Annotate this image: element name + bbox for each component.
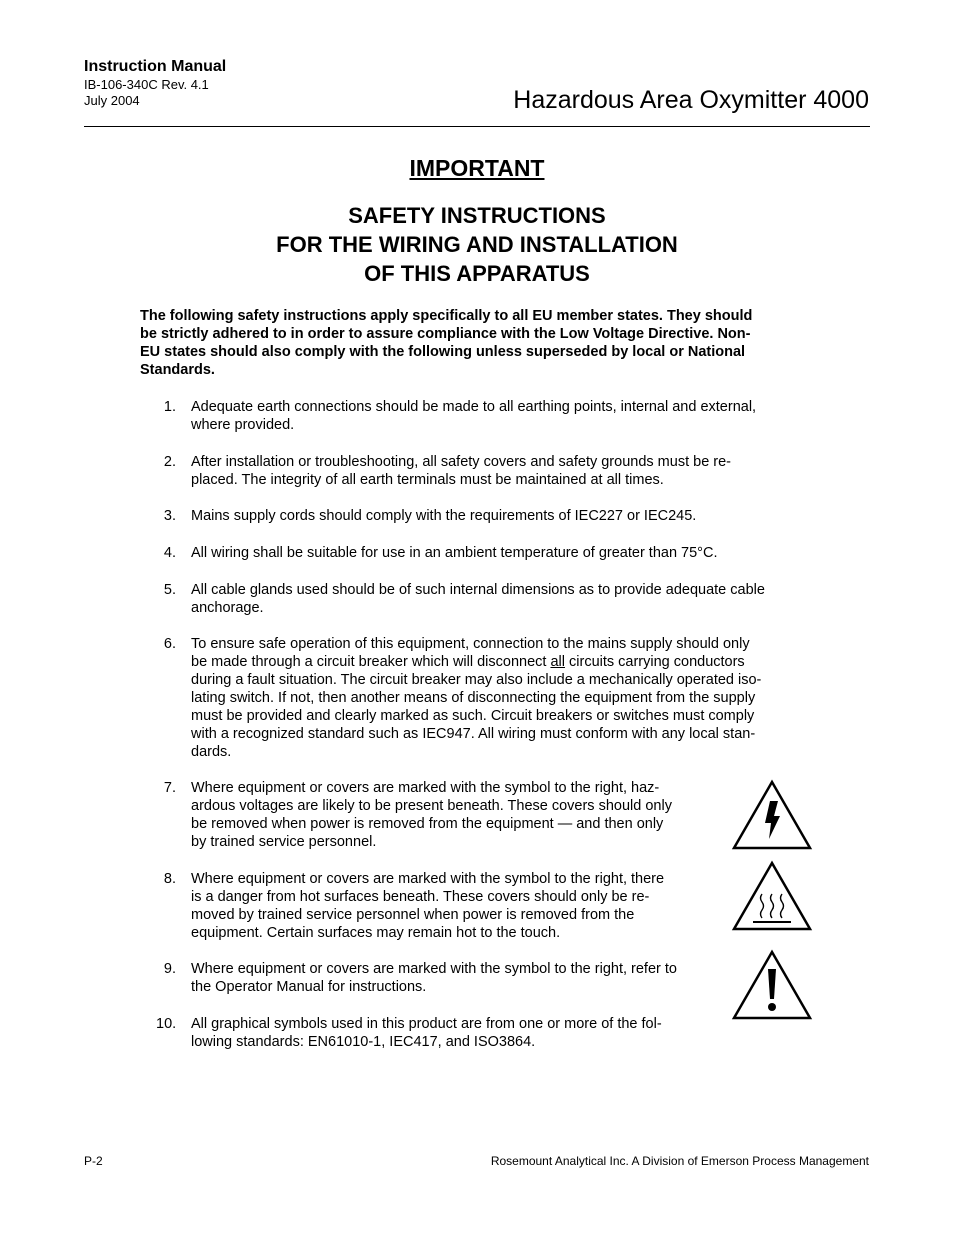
item-line: ardous voltages are likely to be present beneath. These covers should only bbox=[191, 798, 672, 814]
doc-number: IB-106-340C Rev. 4.1 bbox=[84, 77, 209, 92]
high-voltage-warning-icon bbox=[731, 779, 813, 851]
item-line: placed. The integrity of all earth terminals must be maintained at all times. bbox=[191, 472, 664, 488]
manual-title: Instruction Manual bbox=[84, 58, 227, 75]
underlined-word: all bbox=[550, 654, 565, 670]
item-text-segment: be made through a circuit breaker which will disconnect bbox=[191, 654, 551, 670]
item-line: To ensure safe operation of this equipment, connection to the mains supply should only bbox=[191, 636, 750, 652]
item-line: lating switch. If not, then another means of disconnecting the equipment from the supply bbox=[191, 690, 756, 706]
safety-heading-line: FOR THE WIRING AND INSTALLATION bbox=[276, 232, 678, 257]
item-number: 6. bbox=[163, 636, 176, 652]
item-line: Where equipment or covers are marked with the symbol to the right, refer to bbox=[191, 961, 677, 977]
item-number: 5. bbox=[163, 582, 176, 598]
intro-line: EU states should also comply with the following unless superseded by local or National bbox=[140, 344, 746, 360]
item-line: All cable glands used should be of such internal dimensions as to provide adequate cable bbox=[191, 582, 765, 598]
item-text bbox=[191, 544, 717, 562]
header-rule bbox=[84, 126, 870, 127]
intro-line: Standards. bbox=[140, 362, 215, 378]
intro-line: The following safety instructions apply specifically to all EU member states. They should bbox=[140, 308, 753, 324]
safety-heading-line: OF THIS APPARATUS bbox=[364, 261, 590, 286]
item-line: All graphical symbols used in this product are from one or more of the fol- bbox=[191, 1016, 662, 1032]
item-line: anchorage. bbox=[191, 600, 264, 616]
item-text bbox=[191, 398, 756, 434]
item-text bbox=[191, 870, 664, 942]
item-line: After installation or troubleshooting, all safety covers and safety grounds must be re- bbox=[191, 454, 732, 470]
item-line: Where equipment or covers are marked with the symbol to the right, haz- bbox=[191, 780, 660, 796]
hot-surface-warning-icon bbox=[731, 860, 813, 932]
item-line bbox=[191, 653, 761, 671]
intro-line: be strictly adhered to in order to assure compliance with the Low Voltage Directive. Non- bbox=[140, 326, 751, 342]
item-text bbox=[191, 960, 677, 996]
safety-heading-line: SAFETY INSTRUCTIONS bbox=[348, 203, 606, 228]
item-line: be removed when power is removed from the equipment — and then only bbox=[191, 816, 664, 832]
item-line: moved by trained service personnel when power is removed from the bbox=[191, 907, 635, 923]
safety-heading bbox=[0, 201, 954, 288]
item-line: by trained service personnel. bbox=[191, 834, 377, 850]
footer-company: Rosemount Analytical Inc. A Division of Emerson Process Management bbox=[490, 1154, 869, 1168]
item-line: lowing standards: EN61010-1, IEC417, and ISO3864. bbox=[191, 1034, 536, 1050]
item-text bbox=[191, 779, 672, 851]
item-line: Where equipment or covers are marked with the symbol to the right, there bbox=[191, 871, 665, 887]
item-number: 1. bbox=[163, 399, 176, 415]
product-title: Hazardous Area Oxymitter 4000 bbox=[513, 86, 869, 114]
doc-date: July 2004 bbox=[84, 93, 140, 108]
item-text bbox=[191, 1015, 662, 1051]
item-text bbox=[191, 453, 731, 489]
item-number: 2. bbox=[163, 454, 176, 470]
item-line: during a fault situation. The circuit breaker may also include a mechanically operated iso- bbox=[191, 672, 762, 688]
item-number: 8. bbox=[163, 871, 176, 887]
item-line: with a recognized standard such as IEC947. All wiring must conform with any local stan- bbox=[191, 726, 756, 742]
item-number: 3. bbox=[163, 508, 176, 524]
item-text bbox=[191, 635, 761, 761]
intro-paragraph bbox=[140, 307, 820, 379]
item-text-segment: circuits carrying conductors bbox=[564, 654, 745, 670]
item-number: 4. bbox=[163, 545, 176, 561]
item-number: 9. bbox=[163, 961, 176, 977]
important-heading: IMPORTANT bbox=[409, 155, 545, 181]
item-text bbox=[191, 507, 696, 525]
page-number: P-2 bbox=[84, 1154, 103, 1168]
item-text bbox=[191, 581, 765, 617]
item-line: All wiring shall be suitable for use in an ambient temperature of greater than 75°C. bbox=[191, 545, 718, 561]
item-line: where provided. bbox=[191, 417, 295, 433]
item-line: Adequate earth connections should be made to all earthing points, internal and external, bbox=[191, 399, 757, 415]
item-number: 7. bbox=[163, 780, 176, 796]
item-line: equipment. Certain surfaces may remain hot to the touch. bbox=[191, 925, 561, 941]
item-number: 10. bbox=[156, 1016, 177, 1032]
item-line: the Operator Manual for instructions. bbox=[191, 979, 427, 995]
caution-exclamation-icon bbox=[731, 949, 813, 1021]
item-line: dards. bbox=[191, 744, 232, 760]
item-line: must be provided and clearly marked as such. Circuit breakers or switches must comply bbox=[191, 708, 755, 724]
item-line: is a danger from hot surfaces beneath. These covers should only be re- bbox=[191, 889, 650, 905]
item-line: Mains supply cords should comply with the requirements of IEC227 or IEC245. bbox=[191, 508, 697, 524]
header-left bbox=[84, 57, 226, 109]
